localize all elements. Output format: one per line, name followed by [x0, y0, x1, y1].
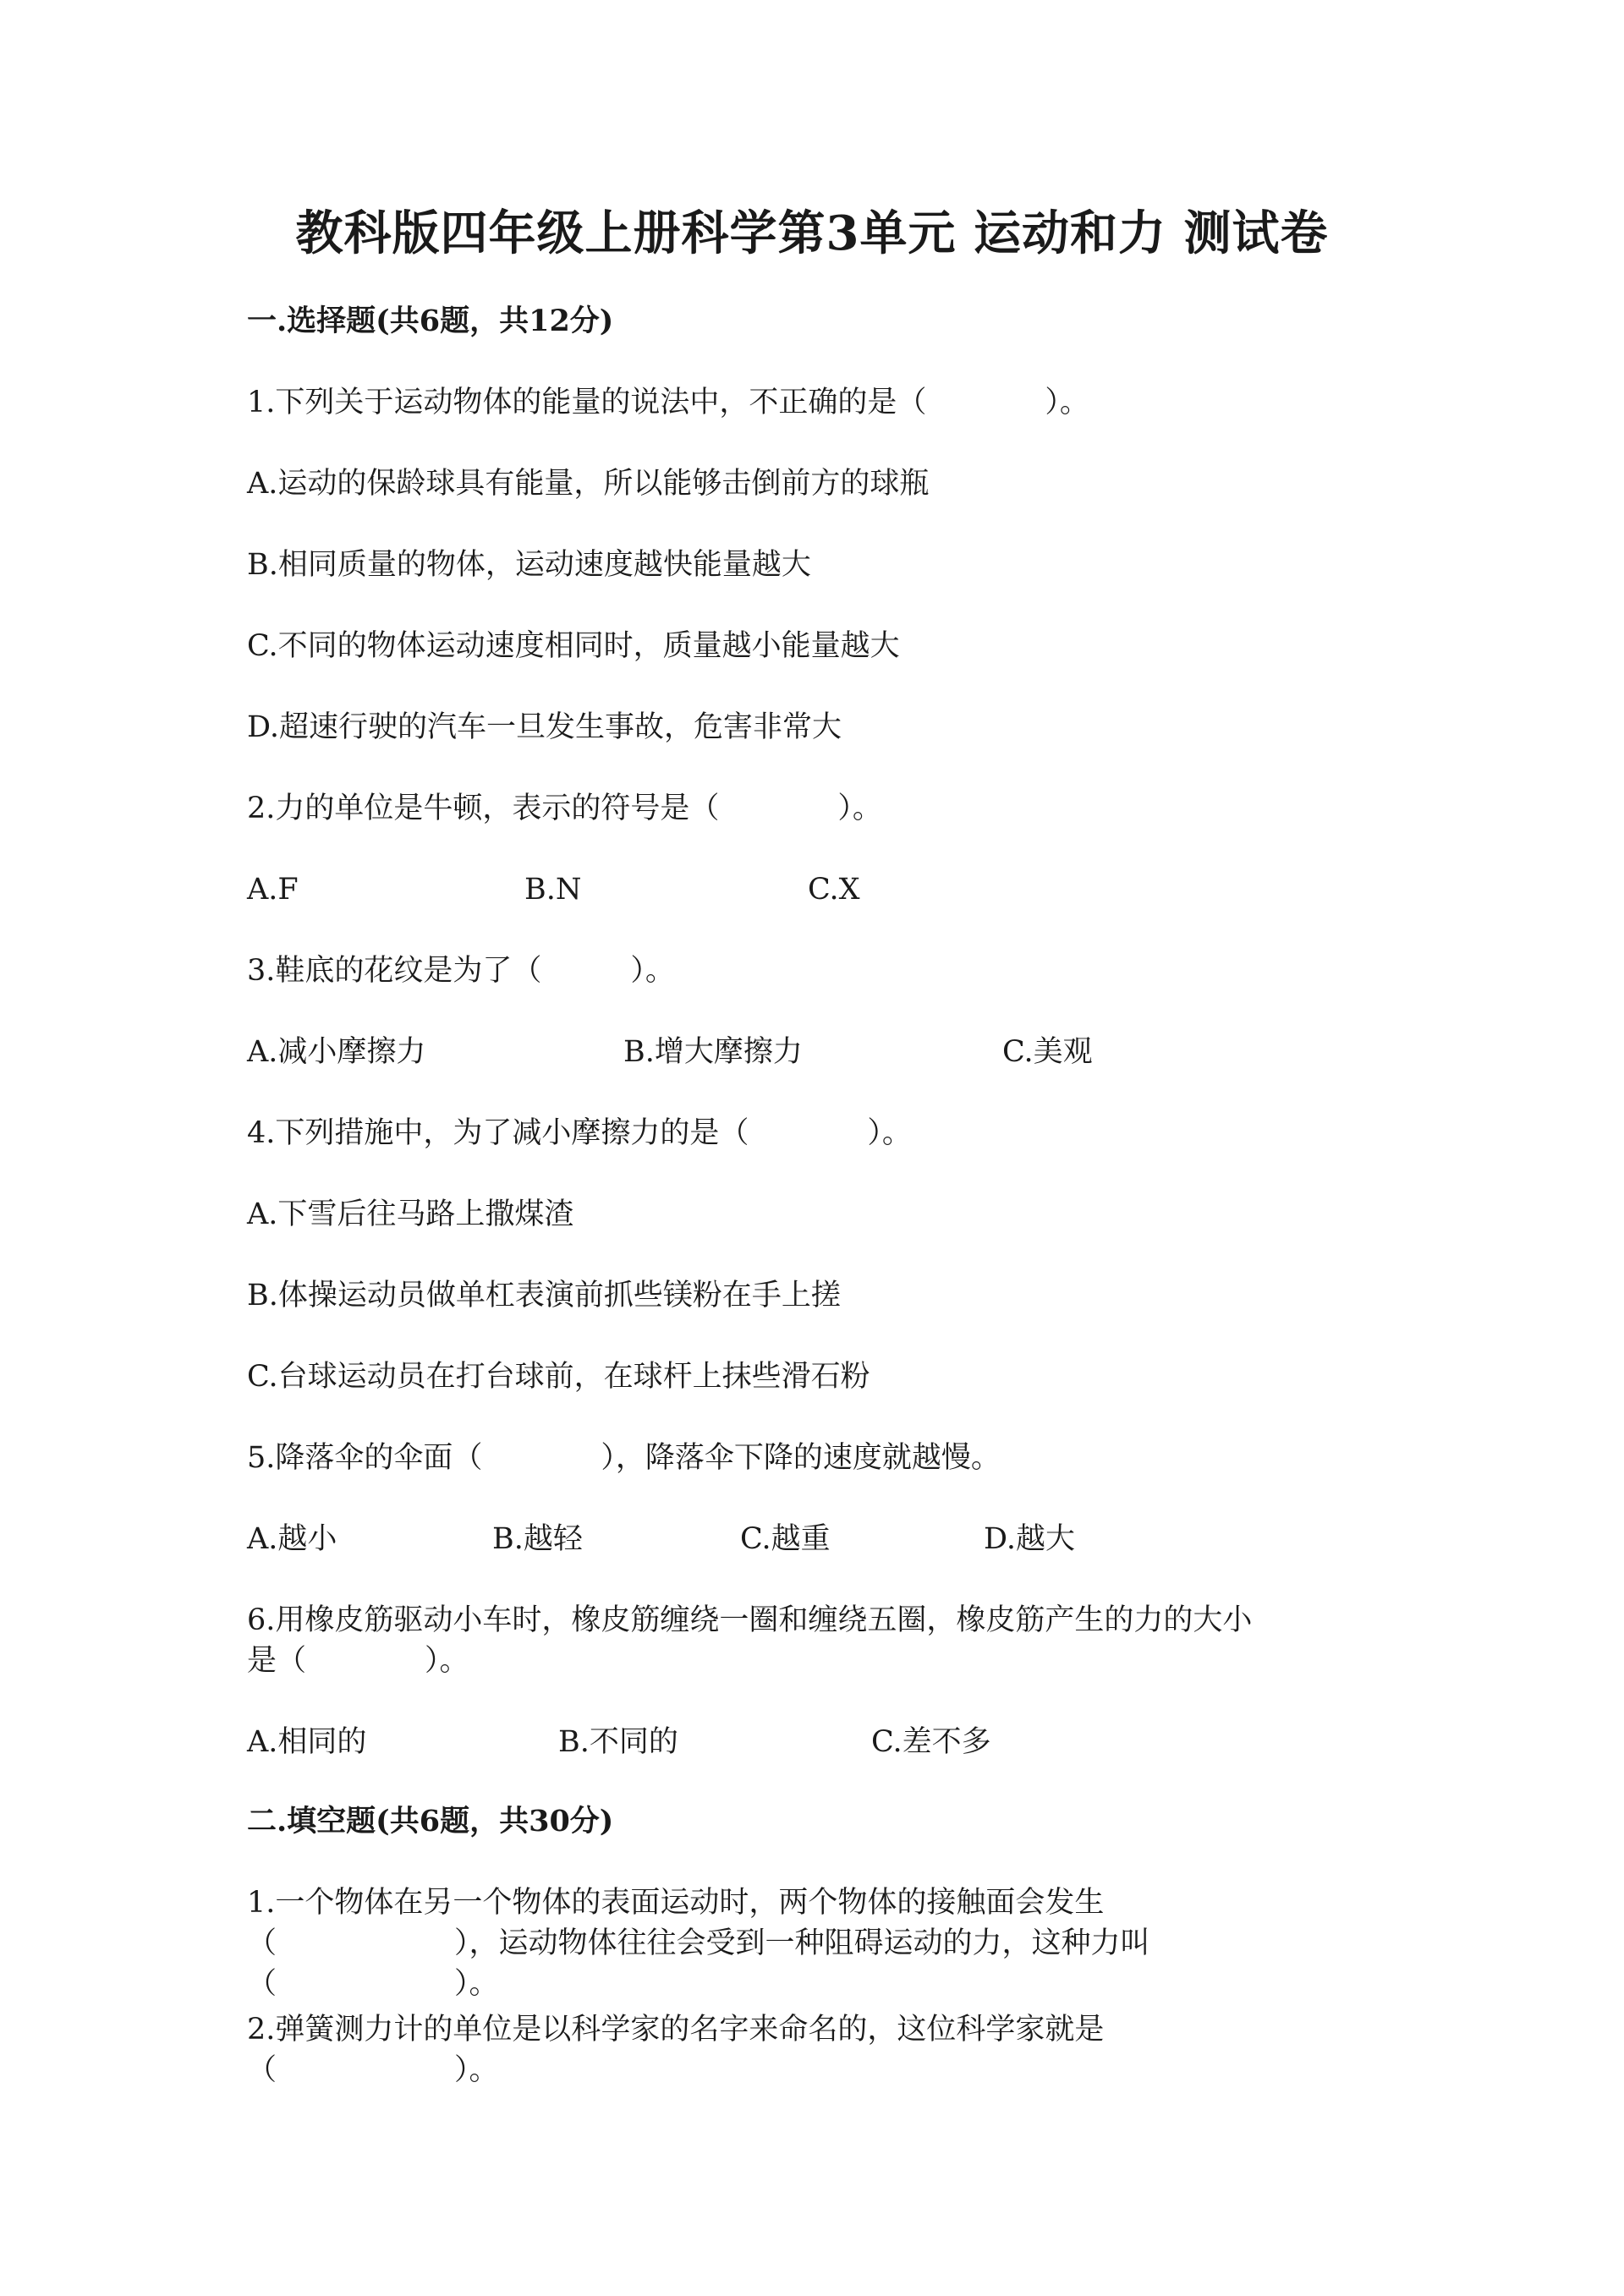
section-heading-choice: 一.选择题(共6题，共12分) [247, 304, 614, 338]
question-option: C.差不多 [871, 1725, 991, 1759]
question-stem: 5.降落伞的伞面（ ），降落伞下降的速度就越慢。 [247, 1441, 1001, 1475]
question-option: B.越轻 [492, 1522, 583, 1556]
question-option: C.越重 [740, 1522, 831, 1556]
question-option: A.越小 [247, 1522, 337, 1556]
question-option: C.X [808, 873, 860, 907]
question-option: C.美观 [1002, 1035, 1093, 1069]
question-stem: 1.下列关于运动物体的能量的说法中，不正确的是（ ）。 [247, 386, 1089, 419]
question-option: B.体操运动员做单杠表演前抓些镁粉在手上搓 [247, 1279, 841, 1312]
question-stem: 3.鞋底的花纹是为了（ ）。 [247, 954, 675, 988]
question-option: B.N [524, 873, 582, 907]
fill-question: 1.一个物体在另一个物体的表面运动时，两个物体的接触面会发生 [247, 1886, 1105, 1920]
section-heading-fill-blank: 二.填空题(共6题，共30分) [247, 1804, 614, 1838]
question-option: D.越大 [984, 1522, 1075, 1556]
question-option: B.增大摩擦力 [623, 1035, 803, 1069]
question-option: C.不同的物体运动速度相同时，质量越小能量越大 [247, 629, 900, 663]
fill-question-continued: （ ），运动物体往往会受到一种阻碍运动的力，这种力叫 [247, 1926, 1150, 1960]
question-option: B.相同质量的物体，运动速度越快能量越大 [247, 548, 811, 582]
question-option: A.下雪后往马路上撒煤渣 [247, 1197, 574, 1231]
question-stem: 6.用橡皮筋驱动小车时，橡皮筋缠绕一圈和缠绕五圈，橡皮筋产生的力的大小 [247, 1603, 1253, 1637]
question-stem-continued: 是（ ）。 [247, 1644, 469, 1678]
page-title: 教科版四年级上册科学第3单元 运动和力 测试卷 [295, 205, 1329, 261]
question-stem: 2.力的单位是牛顿，表示的符号是（ ）。 [247, 792, 882, 825]
question-option: A.F [247, 873, 299, 907]
question-stem: 4.下列措施中，为了减小摩擦力的是（ ）。 [247, 1116, 912, 1150]
question-option: D.超速行驶的汽车一旦发生事故，危害非常大 [247, 710, 842, 744]
fill-question-continued: （ ）。 [247, 2053, 499, 2087]
question-option: B.不同的 [558, 1725, 678, 1759]
fill-question: 2.弹簧测力计的单位是以科学家的名字来命名的，这位科学家就是 [247, 2013, 1105, 2047]
question-option: C.台球运动员在打台球前，在球杆上抹些滑石粉 [247, 1360, 870, 1394]
question-option: A.相同的 [247, 1725, 367, 1759]
fill-question-continued: （ ）。 [247, 1967, 499, 2001]
question-option: A.减小摩擦力 [247, 1035, 426, 1069]
question-option: A.运动的保龄球具有能量，所以能够击倒前方的球瓶 [247, 467, 930, 501]
